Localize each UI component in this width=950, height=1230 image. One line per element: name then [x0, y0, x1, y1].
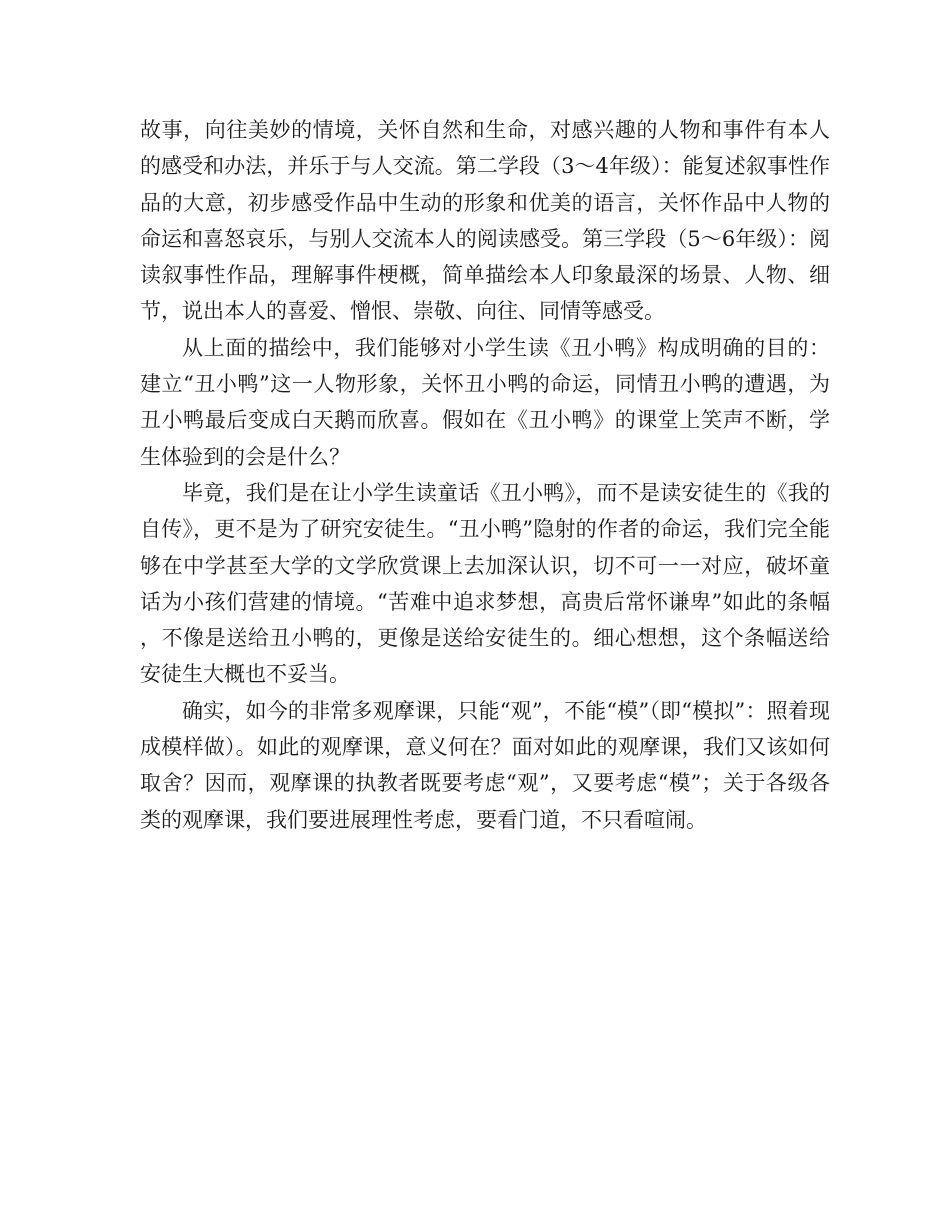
paragraph-goals: 从上面的描绘中，我们能够对小学生读《丑小鸭》构成明确的目的：建立“丑小鸭”这一人物形象，关怀丑小鸭的命运，同情丑小鸭的遭遇，为丑小鸭最后变成白天鹅而欣喜。假如在《丑小鸭》的课堂上笑声不断，学生体验到的会是什么？	[140, 335, 830, 469]
paragraph-observation-class: 确实，如今的非常多观摩课，只能“观”，不能“模”（即“模拟”：照着现成模样做）。如此的观摩课，意义何在？面对如此的观摩课，我们又该如何取舍？因而，观摩课的执教者既要考虑“观”，又要考虑“模”；关于各级各类的观摩课，我们要进展理性考虑，要看门道，不只看喧闹。	[140, 698, 830, 832]
document-body	[140, 112, 830, 838]
paragraph-andersen: 毕竟，我们是在让小学生读童话《丑小鸭》，而不是读安徒生的《我的自传》，更不是为了研究安徒生。“丑小鸭”隐射的作者的命运，我们完全能够在中学甚至大学的文学欣赏课上去加深认识，切不可一一对应，破坏童话为小孩们营建的情境。“苦难中追求梦想，高贵后常怀谦卑”如此的条幅，不像是送给丑小鸭的，更像是送给安徒生的。细心想想，这个条幅送给安徒生大概也不妥当。	[140, 480, 830, 687]
paragraph-continuation: 故事，向往美妙的情境，关怀自然和生命，对感兴趣的人物和事件有本人的感受和办法，并乐于与人交流。第二学段（3～4年级）：能复述叙事性作品的大意，初步感受作品中生动的形象和优美的语言，关怀作品中人物的命运和喜怒哀乐，与别人交流本人的阅读感受。第三学段（5～6年级）：阅读叙事性作品，理解事件梗概，简单描绘本人印象最深的场景、人物、细节，说出本人的喜爱、憎恨、崇敬、向往、同情等感受。	[140, 118, 830, 324]
